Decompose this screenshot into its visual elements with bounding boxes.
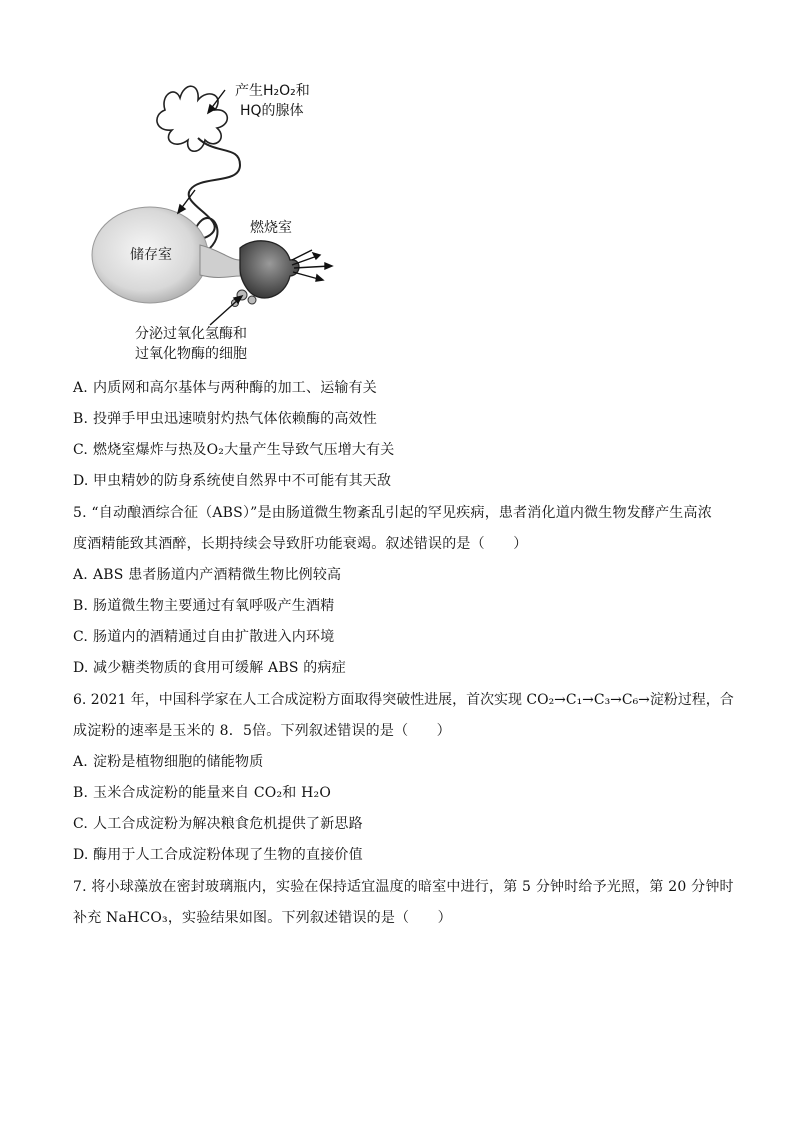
q6-option-c: C. 人工合成淀粉为解决粮食危机提供了新思路	[73, 816, 363, 832]
q5-stem-line2: 度酒精能致其酒醉，长期持续会导致肝功能衰竭。叙述错误的是（ ）	[73, 536, 528, 552]
q4-option-c: C. 燃烧室爆炸与热及O₂大量产生导致气压增大有关	[73, 442, 395, 458]
q6-option-a: A. 淀粉是植物细胞的储能物质	[73, 754, 264, 770]
cell-label-line2: 过氧化物酶的细胞	[135, 346, 247, 362]
q7-stem-line1: 7. 将小球藻放在密封玻璃瓶内，实验在保持适宜温度的暗室中进行，第 5 分钟时给予光照，第 20 分钟时	[73, 879, 734, 895]
gland-label-line1: 产生H₂O₂和	[235, 83, 310, 99]
q4-option-b: B. 投弹手甲虫迅速喷射灼热气体依赖酶的高效性	[73, 411, 377, 427]
cell-label-line1: 分泌过氧化氢酶和	[135, 326, 247, 342]
combustion-chamber	[240, 241, 299, 298]
q5-option-d: D. 减少糖类物质的食用可缓解 ABS 的病症	[73, 660, 346, 676]
q5-stem-line1: 5. “自动酿酒综合征（ABS）”是由肠道微生物紊乱引起的罕见疾病，患者消化道内微生物发酵产生高浓	[73, 505, 712, 521]
q6-option-d: D. 酶用于人工合成淀粉体现了生物的直接价值	[73, 847, 363, 863]
storage-label: 储存室	[130, 247, 172, 263]
combustion-label: 燃烧室	[250, 220, 292, 236]
q5-option-a: A. ABS 患者肠道内产酒精微生物比例较高	[73, 567, 342, 583]
q5-option-b: B. 肠道微生物主要通过有氧呼吸产生酒精	[73, 598, 335, 614]
beetle-gland-figure	[80, 70, 380, 370]
q6-stem-line2: 成淀粉的速率是玉米的 8．5倍。下列叙述错误的是（ ）	[73, 723, 451, 739]
q6-option-b: B. 玉米合成淀粉的能量来自 CO₂和 H₂O	[73, 785, 332, 801]
gland-shape	[157, 86, 227, 151]
gland-label-line2: HQ的腺体	[240, 103, 304, 119]
q4-option-d: D. 甲虫精妙的防身系统使自然界中不可能有其天敌	[73, 473, 392, 489]
q4-option-a: A. 内质网和高尔基体与两种酶的加工、运输有关	[73, 380, 377, 396]
q7-stem-line2: 补充 NaHCO₃，实验结果如图。下列叙述错误的是（ ）	[73, 910, 452, 926]
q6-stem-line1: 6. 2021 年，中国科学家在人工合成淀粉方面取得突破性进展，首次实现 CO₂→C₁→C₃→C₆→淀粉过程，合	[73, 692, 734, 708]
q5-option-c: C. 肠道内的酒精通过自由扩散进入内环境	[73, 629, 335, 645]
